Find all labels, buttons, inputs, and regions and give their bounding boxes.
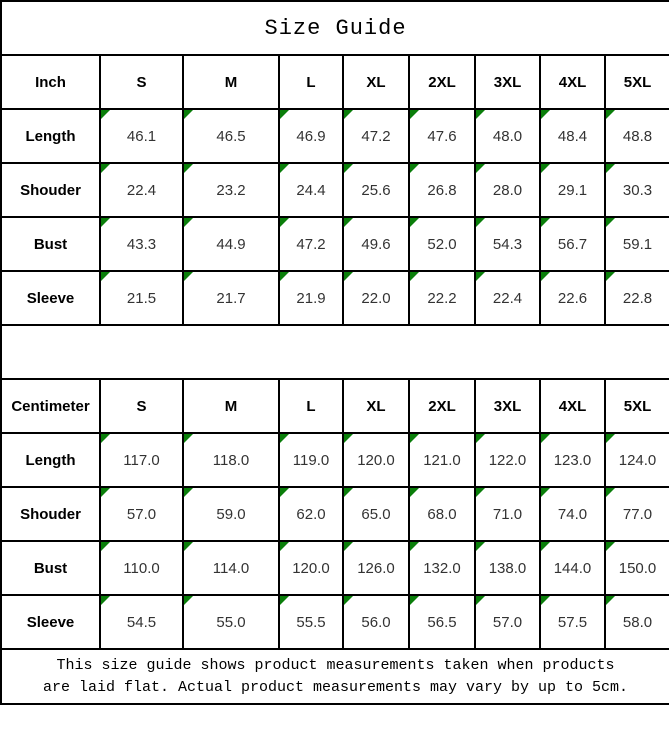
row-label: Shouder [1,487,100,541]
size-value-cell [409,433,475,487]
size-header: 5XL [605,379,669,433]
flag-triangle-icon [410,434,419,443]
size-value: 118.0 [212,451,250,469]
size-value: 120.0 [357,451,395,469]
size-value-cell [279,271,343,325]
size-value: 28.0 [492,181,523,199]
size-value-cell [100,109,183,163]
size-value-cell [279,163,343,217]
size-header: 3XL [475,55,540,109]
table-row [1,541,669,595]
size-value-cell [183,433,279,487]
flag-triangle-icon [410,596,419,605]
size-value-cell [100,541,183,595]
flag-triangle-icon [541,272,550,281]
size-value: 68.0 [427,505,457,523]
flag-triangle-icon [101,434,110,443]
size-value: 24.4 [296,181,326,199]
flag-triangle-icon [101,596,110,605]
flag-triangle-icon [184,272,193,281]
size-value: 25.6 [361,181,391,199]
size-value: 57.5 [557,613,588,631]
size-value: 59.1 [622,235,653,253]
size-value: 22.4 [492,289,523,307]
size-header: XL [343,379,409,433]
title-section [1,1,669,55]
flag-triangle-icon [344,272,353,281]
flag-triangle-icon [280,164,289,173]
size-value: 110.0 [123,559,160,577]
size-value-cell [540,271,605,325]
size-value-cell [605,541,669,595]
row-label: Sleeve [1,271,100,325]
size-value: 52.0 [427,235,457,253]
flag-triangle-icon [541,542,550,551]
size-value: 26.8 [427,181,457,199]
spacer-section [1,325,669,379]
flag-triangle-icon [344,434,353,443]
flag-triangle-icon [344,164,353,173]
size-value-cell [100,271,183,325]
centimeter-section [1,379,669,649]
size-value-cell [475,217,540,271]
size-value-cell [279,595,343,649]
footer-row [1,649,669,704]
flag-triangle-icon [476,110,485,119]
size-value-cell [605,271,669,325]
size-value-cell [475,487,540,541]
size-value: 22.2 [427,289,457,307]
size-value-cell [540,541,605,595]
size-value-cell [279,487,343,541]
size-value: 21.7 [216,289,246,307]
size-value: 150.0 [618,559,657,577]
size-value-cell [475,541,540,595]
flag-triangle-icon [410,488,419,497]
size-value: 48.0 [492,127,523,145]
table-row [1,595,669,649]
size-value: 22.8 [622,289,653,307]
size-value: 29.1 [557,181,588,199]
flag-triangle-icon [344,110,353,119]
flag-triangle-icon [476,218,485,227]
flag-triangle-icon [410,164,419,173]
size-value-cell [409,217,475,271]
flag-triangle-icon [476,596,485,605]
row-label: Length [1,433,100,487]
size-value-cell [279,109,343,163]
table-row [1,487,669,541]
size-value: 114.0 [212,559,250,577]
flag-triangle-icon [184,488,193,497]
size-value-cell [100,163,183,217]
unit-header: Centimeter [1,379,100,433]
size-value-cell [183,109,279,163]
footer-note [1,649,669,704]
size-value: 57.0 [492,613,523,631]
flag-triangle-icon [344,596,353,605]
size-value: 117.0 [123,451,160,469]
size-value: 59.0 [216,505,246,523]
flag-triangle-icon [410,218,419,227]
size-header: XL [343,55,409,109]
size-value-cell [343,595,409,649]
flag-triangle-icon [101,542,110,551]
size-header: L [279,379,343,433]
table-row [1,433,669,487]
table-row [1,217,669,271]
size-header: M [183,55,279,109]
flag-triangle-icon [410,542,419,551]
flag-triangle-icon [410,110,419,119]
flag-triangle-icon [541,218,550,227]
size-value: 46.9 [296,127,326,145]
footer-line-2: are laid flat. Actual product measurements may vary by up to 5cm. [42,678,629,696]
size-value: 144.0 [553,559,592,577]
flag-triangle-icon [101,110,110,119]
size-value-cell [343,271,409,325]
size-value-cell [475,163,540,217]
size-value-cell [100,595,183,649]
size-value: 119.0 [292,451,330,469]
size-value-cell [475,595,540,649]
size-value: 46.1 [126,127,157,145]
size-value-cell [183,541,279,595]
size-value: 21.9 [296,289,326,307]
size-value: 23.2 [216,181,246,199]
size-value-cell [100,433,183,487]
size-value: 48.8 [622,127,653,145]
size-value-cell [475,271,540,325]
size-value: 126.0 [357,559,395,577]
flag-triangle-icon [280,596,289,605]
flag-triangle-icon [476,488,485,497]
flag-triangle-icon [606,596,615,605]
size-value: 132.0 [423,559,461,577]
size-value: 47.2 [296,235,326,253]
size-value: 122.0 [488,451,527,469]
flag-triangle-icon [280,488,289,497]
size-value-cell [343,433,409,487]
flag-triangle-icon [606,542,615,551]
size-value-cell [475,109,540,163]
flag-triangle-icon [184,596,193,605]
size-value-cell [540,433,605,487]
size-value-cell [279,541,343,595]
flag-triangle-icon [476,272,485,281]
size-value-cell [540,217,605,271]
size-value-cell [540,109,605,163]
flag-triangle-icon [476,164,485,173]
size-value-cell [409,271,475,325]
flag-triangle-icon [101,164,110,173]
size-value-cell [540,487,605,541]
flag-triangle-icon [280,434,289,443]
size-value-cell [343,487,409,541]
size-value: 74.0 [557,505,588,523]
size-value-cell [100,487,183,541]
footer-line-1: This size guide shows product measurements taken when products [56,656,615,674]
flag-triangle-icon [280,110,289,119]
size-value: 56.7 [557,235,588,253]
size-header: 4XL [540,55,605,109]
size-value-cell [183,487,279,541]
size-value: 124.0 [618,451,657,469]
size-header-row [1,55,669,109]
size-value-cell [605,433,669,487]
flag-triangle-icon [606,488,615,497]
page-title: Size Guide [1,1,669,55]
size-value-cell [605,595,669,649]
size-value-cell [183,271,279,325]
flag-triangle-icon [541,434,550,443]
size-value: 49.6 [361,235,391,253]
size-value-cell [605,487,669,541]
table-row [1,271,669,325]
size-value-cell [540,163,605,217]
flag-triangle-icon [476,542,485,551]
size-header: L [279,55,343,109]
size-value: 120.0 [292,559,330,577]
size-value-cell [409,109,475,163]
size-value: 56.0 [361,613,391,631]
size-value-cell [343,163,409,217]
size-header: 4XL [540,379,605,433]
size-value-cell [605,109,669,163]
flag-triangle-icon [184,110,193,119]
size-header: 5XL [605,55,669,109]
flag-triangle-icon [280,542,289,551]
flag-triangle-icon [606,110,615,119]
size-value-cell [183,595,279,649]
size-value-cell [409,163,475,217]
size-header: 2XL [409,55,475,109]
size-value-cell [605,163,669,217]
size-value: 54.3 [492,235,523,253]
row-label: Length [1,109,100,163]
size-header: 3XL [475,379,540,433]
size-value-cell [183,217,279,271]
gap-cell [1,325,669,379]
size-value: 46.5 [216,127,246,145]
unit-header: Inch [1,55,100,109]
flag-triangle-icon [541,164,550,173]
size-value: 22.6 [557,289,588,307]
flag-triangle-icon [344,218,353,227]
size-value-cell [605,217,669,271]
size-value: 47.6 [427,127,457,145]
flag-triangle-icon [606,434,615,443]
size-value: 30.3 [622,181,653,199]
flag-triangle-icon [606,218,615,227]
size-value: 62.0 [296,505,326,523]
row-label: Shouder [1,163,100,217]
size-value: 123.0 [553,451,592,469]
footer-section [1,649,669,704]
size-value: 22.0 [361,289,391,307]
size-value-cell [183,163,279,217]
size-header: M [183,379,279,433]
size-value: 71.0 [492,505,523,523]
row-label: Bust [1,541,100,595]
flag-triangle-icon [606,272,615,281]
flag-triangle-icon [410,272,419,281]
size-value-cell [409,541,475,595]
size-value: 48.4 [557,127,588,145]
flag-triangle-icon [184,542,193,551]
size-value-cell [343,217,409,271]
size-value-cell [343,541,409,595]
size-value: 55.5 [296,613,326,631]
size-value-cell [409,595,475,649]
size-header: 2XL [409,379,475,433]
size-value: 77.0 [622,505,653,523]
size-value: 65.0 [361,505,391,523]
size-value-cell [279,433,343,487]
inch-section [1,55,669,325]
size-value: 47.2 [361,127,391,145]
size-value: 56.5 [427,613,457,631]
flag-triangle-icon [280,272,289,281]
flag-triangle-icon [184,218,193,227]
flag-triangle-icon [184,434,193,443]
row-label: Sleeve [1,595,100,649]
table-row [1,109,669,163]
size-value-cell [343,109,409,163]
size-value: 22.4 [126,181,157,199]
size-value-cell [540,595,605,649]
size-value: 54.5 [126,613,157,631]
flag-triangle-icon [541,488,550,497]
size-value-cell [279,217,343,271]
size-value: 43.3 [126,235,157,253]
flag-triangle-icon [280,218,289,227]
size-value-cell [100,217,183,271]
size-header: S [100,379,183,433]
size-value: 21.5 [126,289,157,307]
flag-triangle-icon [344,488,353,497]
size-value: 121.0 [423,451,461,469]
table-row [1,163,669,217]
size-header-row [1,379,669,433]
flag-triangle-icon [101,488,110,497]
size-header: S [100,55,183,109]
flag-triangle-icon [101,218,110,227]
size-value-cell [475,433,540,487]
size-value: 58.0 [622,613,653,631]
flag-triangle-icon [344,542,353,551]
row-label: Bust [1,217,100,271]
size-value-cell [409,487,475,541]
flag-triangle-icon [541,596,550,605]
flag-triangle-icon [541,110,550,119]
flag-triangle-icon [606,164,615,173]
gap-row [1,325,669,379]
size-value: 57.0 [126,505,157,523]
flag-triangle-icon [101,272,110,281]
flag-triangle-icon [476,434,485,443]
flag-triangle-icon [184,164,193,173]
size-value: 138.0 [488,559,527,577]
size-value: 55.0 [216,613,246,631]
size-value: 44.9 [216,235,246,253]
title-row [1,1,669,55]
